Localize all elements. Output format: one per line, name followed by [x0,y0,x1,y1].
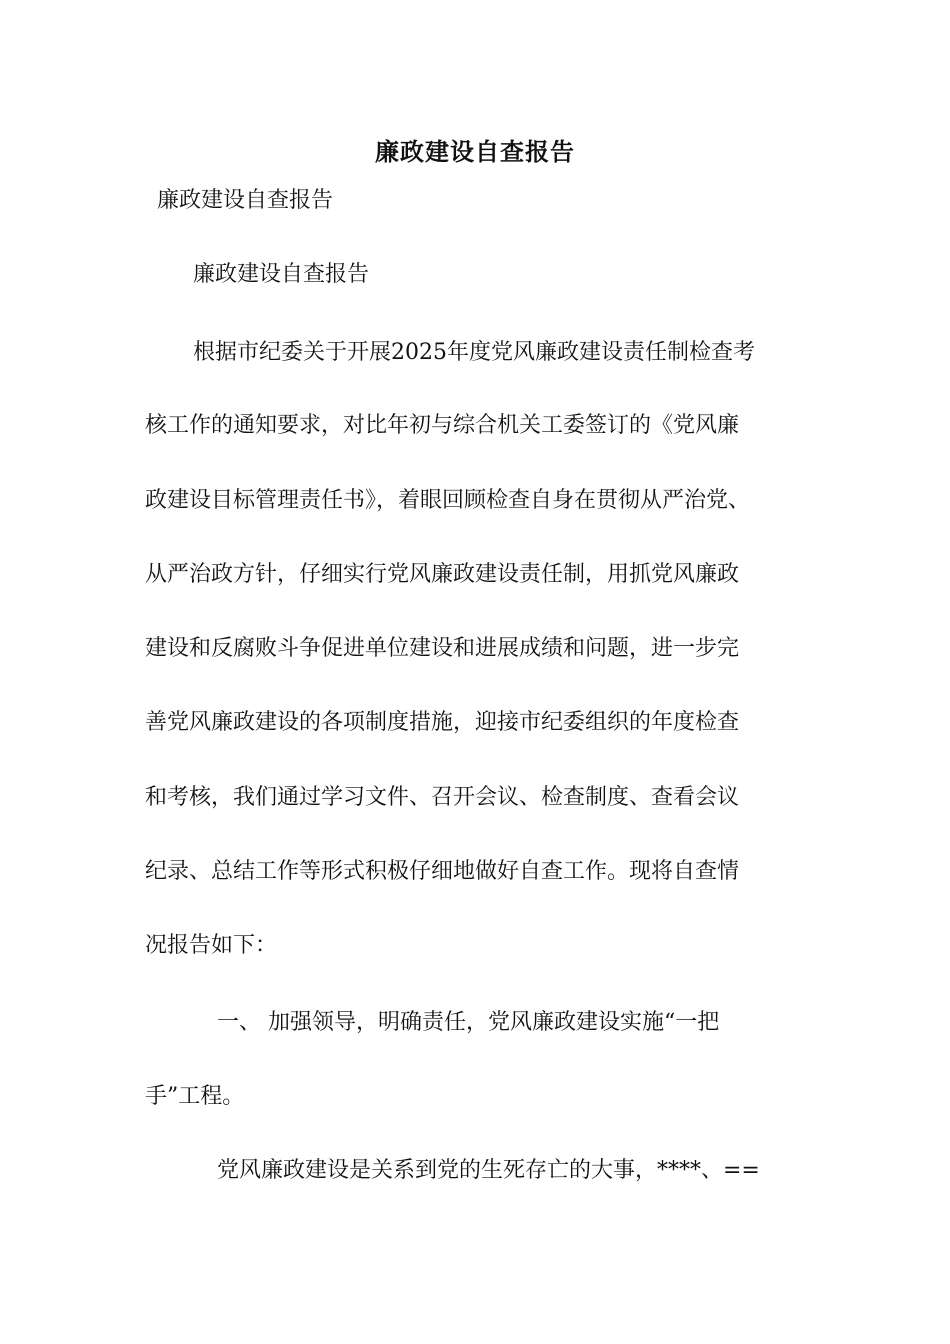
document-subtitle-repeat: 廉政建设自查报告 [193,262,370,287]
body-line-10: 党风廉政建设是关系到党的生死存亡的大事，****、== [217,1158,760,1183]
document-title: 廉政建设自查报告 [375,137,575,166]
body-line-1: 根据市纪委关于开展2025年度党风廉政建设责任制检查考 [193,340,755,365]
body-line-7: 和考核，我们通过学习文件、召开会议、检查制度、查看会议 [145,785,740,810]
body-line-5: 建设和反腐败斗争促进单位建设和进展成绩和问题，进一步完 [145,636,740,661]
body-line-6: 善党风廉政建设的各项制度措施，迎接市纪委组织的年度检查 [145,710,740,735]
body-line-8: 纪录、总结工作等形式积极仔细地做好自查工作。现将自查情 [145,859,740,884]
section-heading-1: 一、 加强领导，明确责任，党风廉政建设实施“一把 [217,1010,720,1035]
body-line-2: 核工作的通知要求，对比年初与综合机关工委签订的《党风廉 [145,413,740,438]
section-heading-1-cont: 手”工程。 [145,1084,245,1109]
body-line-9: 况报告如下： [145,933,278,958]
document-subtitle: 廉政建设自查报告 [157,188,334,213]
body-line-3: 政建设目标管理责任书》，着眼回顾检查自身在贯彻从严治党、 [145,488,751,513]
body-line-4: 从严治政方针，仔细实行党风廉政建设责任制，用抓党风廉政 [145,562,740,587]
